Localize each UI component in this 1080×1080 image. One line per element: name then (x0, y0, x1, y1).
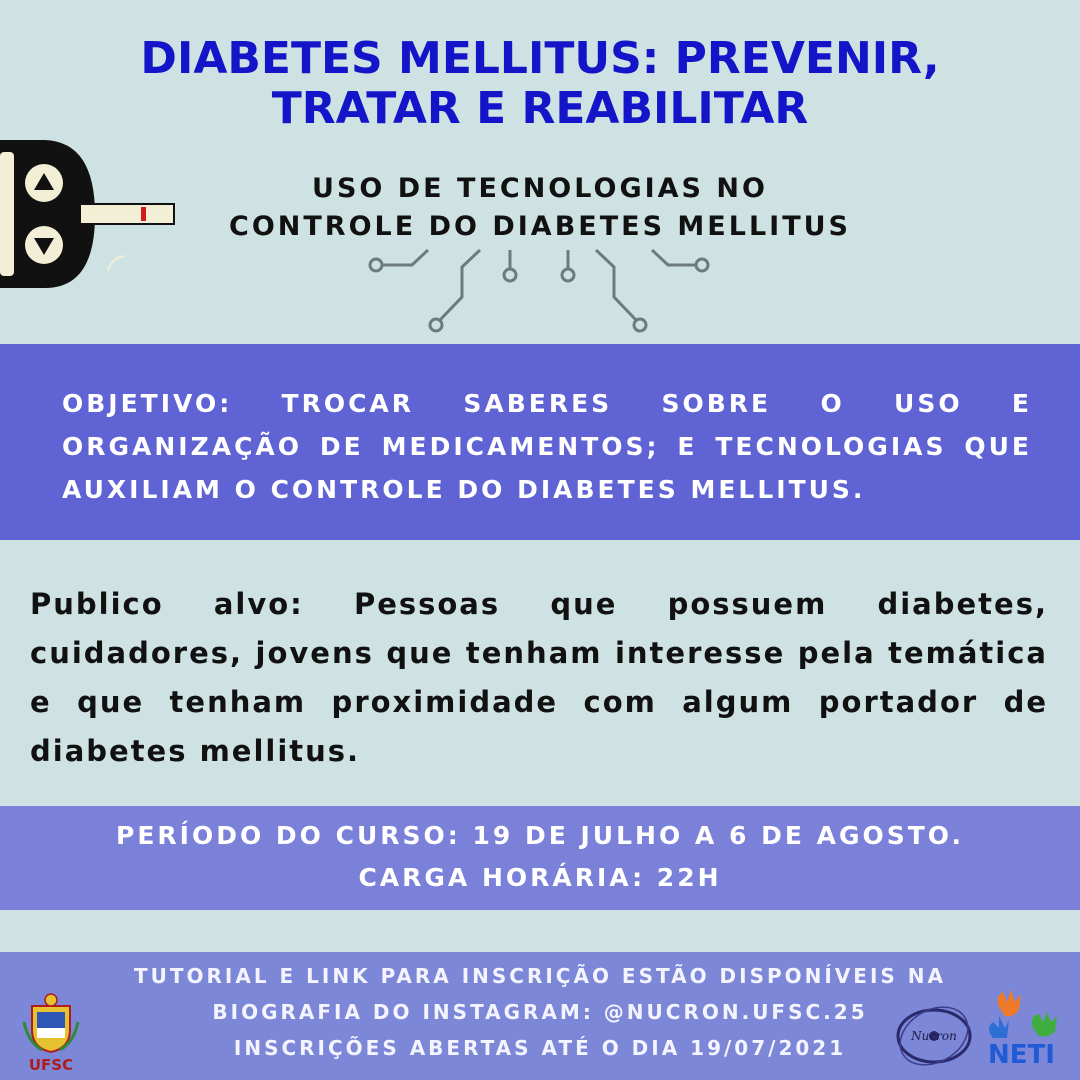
carga-horaria: CARGA HORÁRIA: 22H (358, 863, 722, 892)
subtitle-line-1: USO DE TECNOLOGIAS NO (312, 173, 768, 204)
neti-label: NETI (988, 1040, 1055, 1070)
footer-line-1: TUTORIAL E LINK PARA INSCRIÇÃO ESTÃO DISPONÍVEIS NA (134, 964, 946, 988)
nucron-logo-icon (890, 998, 978, 1074)
footer-line-2: BIOGRAFIA DO INSTAGRAM: @NUCRON.UFSC.25 (212, 1000, 868, 1024)
ufsc-label: UFSC (28, 1056, 74, 1074)
ufsc-crest-icon (22, 992, 80, 1054)
title-line-1: DIABETES MELLITUS: PREVENIR, (140, 33, 940, 84)
footer-line-3: INSCRIÇÕES ABERTAS ATÉ O DIA 19/07/2021 (233, 1036, 847, 1060)
publico-alvo-text: Publico alvo: Pessoas que possuem diabetes, cuidadores, jovens que tenham interesse pela temática e que tenham proximidade com algum portador de diabetes mellitus. (30, 587, 1048, 768)
page-title (0, 34, 1080, 134)
circuit-lines-icon (350, 245, 730, 340)
periodo-curso: PERÍODO DO CURSO: 19 DE JULHO A 6 DE AGOSTO. (116, 821, 964, 850)
subtitle (150, 170, 930, 246)
objetivo-text: OBJETIVO: TROCAR SABERES SOBRE O USO E ORGANIZAÇÃO DE MEDICAMENTOS; E TECNOLOGIAS QUE AUXILIAM O CONTROLE DO DIABETES MELLITUS. (62, 389, 1032, 504)
subtitle-line-2: CONTROLE DO DIABETES MELLITUS (229, 211, 851, 242)
title-line-2: TRATAR E REABILITAR (271, 83, 809, 134)
neti-hands-icon (985, 988, 1065, 1044)
nucron-label: Nucron (911, 1029, 957, 1043)
